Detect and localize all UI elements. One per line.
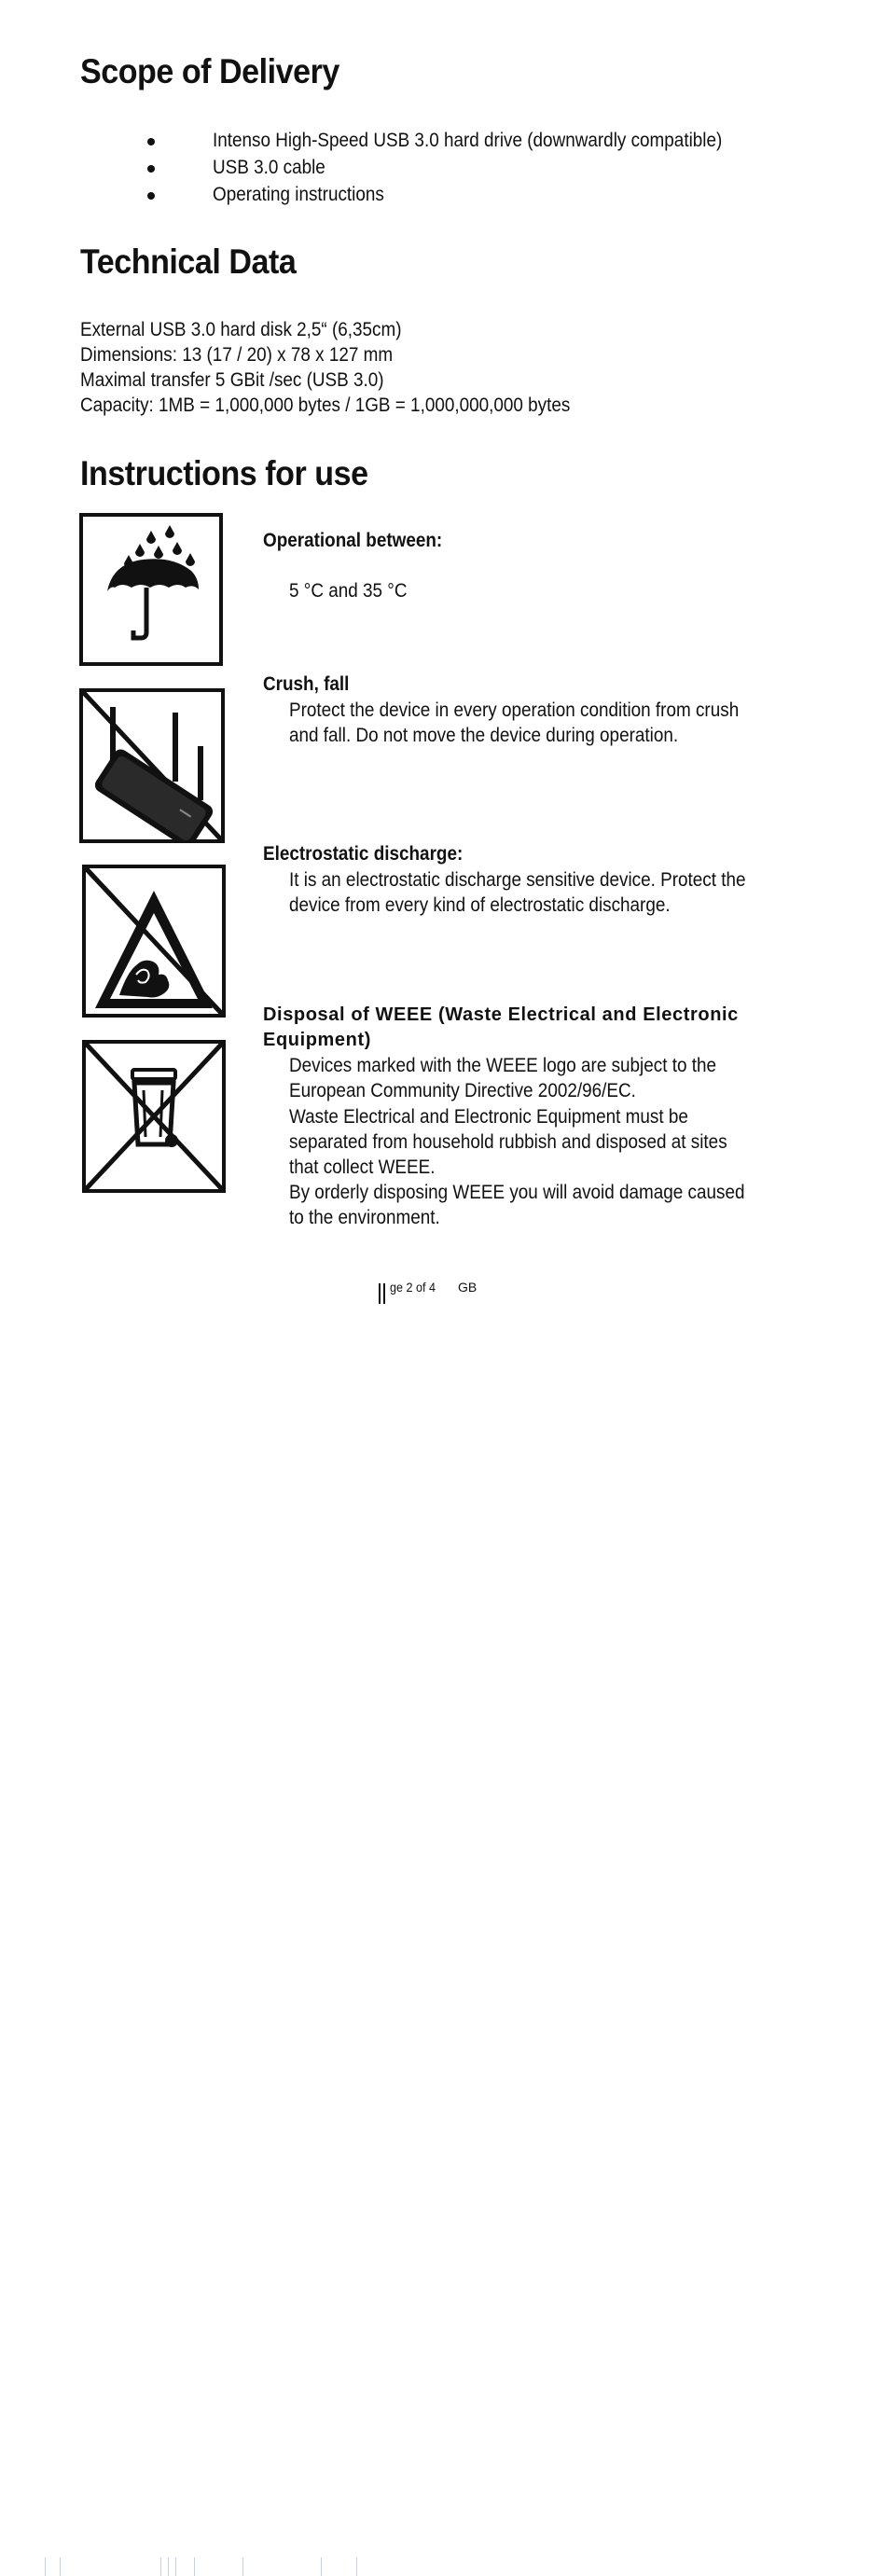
scope-heading: Scope of Delivery [80,52,339,90]
umbrella-rain-icon [79,513,223,666]
weee-crossed-bin-icon [82,1040,226,1193]
no-crush-fall-icon [79,688,225,843]
bullet-icon [147,138,155,145]
language-code: GB [458,1280,478,1295]
crush-fall-body-line: and fall. Do not move the device during operation. [289,725,679,746]
weee-body-line: By orderly disposing WEEE you will avoid damage caused [289,1182,745,1203]
technical-heading: Technical Data [80,242,297,281]
footer-divider [321,2557,322,2576]
operational-title: Operational between: [263,530,443,551]
spec-line: Capacity: 1MB = 1,000,000 bytes / 1GB = 1,000,000,000 bytes [80,395,571,416]
weee-body-line: separated from household rubbish and disposed at sites [289,1131,727,1153]
spec-line: Maximal transfer 5 GBit /sec (USB 3.0) [80,369,384,391]
footer-marker [383,1283,385,1304]
electrostatic-warning-icon [82,865,226,1018]
footer-divider [242,2557,243,2576]
bullet-icon [147,165,155,173]
weee-title-line: Disposal of WEEE (Waste Electrical and Electronic [263,1004,739,1025]
spec-line: Dimensions: 13 (17 / 20) x 78 x 127 mm [80,344,394,366]
footer-divider [160,2557,161,2576]
weee-title-line: Equipment) [263,1030,371,1050]
page-footer [0,1274,886,1305]
electrostatic-body-line: It is an electrostatic discharge sensitive device. Protect the [289,869,746,891]
footer-divider [60,2557,61,2576]
operational-range: 5 °C and 35 °C [289,580,408,602]
page-number: ge 2 of 4 [390,1280,436,1295]
bullet-icon [147,192,155,200]
spec-line: External USB 3.0 hard disk 2,5“ (6,35cm) [80,319,402,340]
crush-fall-title: Crush, fall [263,673,350,695]
crush-fall-body-line: Protect the device in every operation condition from crush [289,699,740,721]
footer-divider [194,2557,195,2576]
weee-body-line: Waste Electrical and Electronic Equipment must be [289,1106,688,1128]
electrostatic-body-line: device from every kind of electrostatic discharge. [289,894,671,916]
weee-body-line: European Community Directive 2002/96/EC. [289,1080,636,1101]
weee-body-line: that collect WEEE. [289,1156,436,1178]
weee-body-line: Devices marked with the WEEE logo are subject to the [289,1055,717,1076]
footer-divider [356,2557,357,2576]
footer-divider [175,2557,176,2576]
weee-body-line: to the environment. [289,1207,440,1228]
footer-divider [168,2557,169,2576]
technical-data-lines [80,317,570,418]
electrostatic-title: Electrostatic discharge: [263,843,464,865]
instructions-heading: Instructions for use [80,454,368,492]
footer-marker [379,1283,381,1304]
footer-divider [45,2557,46,2576]
